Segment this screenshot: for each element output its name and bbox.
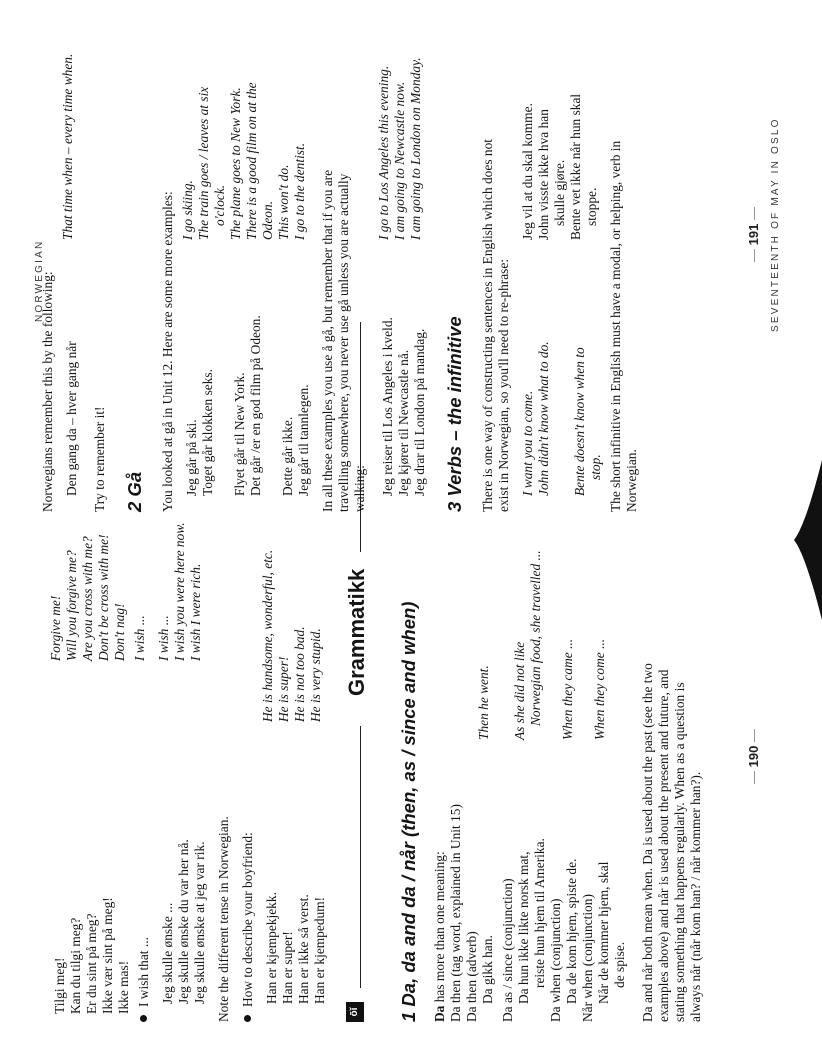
boyfriend-en: He is handsome, wonderful, etc.: [260, 549, 275, 722]
phrase-no: Kan du tilgi meg?: [68, 917, 83, 1014]
boyfriend-en: He is not too bad.: [292, 626, 307, 722]
ga-en: Odeon.: [260, 200, 275, 240]
try-remember: Try to remember it!: [92, 406, 107, 512]
da-line: Da when (conjunction): [548, 898, 563, 1022]
da-line: Da then (tag word, explained in Unit 15): [448, 804, 463, 1022]
section1-intro: [432, 851, 449, 1022]
folio-value: 191: [746, 223, 761, 246]
da-line-en: When they came ...: [560, 638, 575, 740]
section3-line: There is one way of constructing sentences in English which does not: [480, 139, 495, 512]
inf-no: Jeg vil at du skal komme.: [520, 103, 535, 240]
travel-en: I am going to London on Monday.: [408, 57, 423, 240]
da-line-en: Then he went.: [476, 665, 491, 740]
ga-no: Jeg går på ski.: [184, 419, 199, 496]
da-line-en: Norwegian food, she travelled ...: [528, 550, 543, 726]
remember-no: Den gang da – hver gang når: [64, 341, 79, 496]
da-line: Da gikk han.: [480, 935, 495, 1004]
section1-title: 1 Da, da and da / når (then, as / since and when): [398, 601, 419, 1022]
ga-en: There is a good film on at the: [244, 82, 259, 240]
closing-line: always når (når kom han? / når kommer han?).: [688, 771, 703, 1022]
wish-en: I wish you were here now.: [172, 522, 187, 661]
wish-no: Jeg skulle ønske at jeg var rik.: [192, 841, 207, 1004]
da-line: Da hun ikke likte norsk mat,: [516, 851, 531, 1004]
ga-en: The train goes / leaves at six: [196, 86, 211, 240]
closing-line: Da and når both mean when. Da is used about the past (see the two: [640, 663, 655, 1022]
bullet-item-wish: [136, 937, 153, 1022]
bullet-text: How to describe your boyfriend:: [240, 832, 255, 1007]
inf-no: John visste ikke hva han: [536, 109, 551, 240]
phrase-en: Don't be cross with me!: [96, 534, 111, 661]
travel-en: I go to Los Angeles this evening.: [376, 65, 391, 240]
travel-line: In all these examples you use å gå, but remember that if you are: [320, 169, 335, 512]
ga-en: o'clock.: [212, 184, 227, 226]
page-curl-shadow: [790, 460, 822, 620]
grammar-rule-left: [360, 726, 361, 988]
da-line-en: When they come ...: [592, 638, 607, 740]
phrase-no: Tilgi meg!: [52, 957, 67, 1014]
da-line: Når when (conjunction): [580, 894, 595, 1022]
ga-no: Flyet går til New York.: [232, 372, 247, 496]
inf-no: Bente vet ikke når hun skal: [568, 93, 583, 240]
phrase-no: Ikke vær sint på meg!: [100, 897, 115, 1014]
running-head-left: NORWEGIAN: [34, 239, 45, 322]
boyfriend-en: He is super!: [276, 656, 291, 722]
running-head-right: SEVENTEENTH OF MAY IN OSLO: [770, 117, 781, 332]
travel-line: walking:: [352, 465, 367, 512]
norwegians-intro: Norwegians remember this by the following:: [40, 271, 55, 512]
wish-en: I wish I were rich.: [188, 563, 203, 661]
section3-line: exist in Norwegian, so you'll need to re-phrase:: [496, 258, 511, 512]
da-line: Da then (adverb): [464, 931, 479, 1022]
da-line: Da as / since (conjunction): [500, 878, 515, 1022]
remember-en: That time when – every time when.: [60, 53, 75, 240]
folio-value: 190: [746, 745, 761, 768]
phrase-no: Ikke mas!: [116, 960, 131, 1014]
phrase-en: Are you cross with me?: [80, 536, 95, 661]
ga-no: Det går /er en god film på Odeon.: [248, 315, 263, 496]
travel-no: Jeg drar til London på mandag.: [412, 328, 427, 496]
wish-no: Jeg skulle ønske du var her nå.: [176, 839, 191, 1004]
da-line: de spise.: [612, 941, 627, 988]
intro-text: has more than one meaning:: [432, 851, 447, 1006]
boyfriend-no: Han er super!: [280, 931, 295, 1004]
page-number-right: — 191 —: [746, 207, 761, 262]
da-line: Da de kom hjem, spiste de.: [564, 858, 579, 1004]
travel-line: travelling somewhere, you never use gå unless you are actually: [336, 173, 351, 512]
wish-en: I wish ...: [156, 615, 171, 661]
phrase-en: Don't nag!: [112, 603, 127, 661]
section2-intro: You looked at gå in Unit 12. Here are some more examples:: [160, 191, 175, 512]
inf-en: John didn't know what to do.: [536, 341, 551, 496]
bullet-item-boyfriend: [240, 832, 257, 1022]
da-line: Når de kommer hjem, skal: [596, 861, 611, 1004]
ga-en: The plane goes to New York.: [228, 87, 243, 240]
wish-en: I wish ...: [132, 615, 147, 661]
boyfriend-en: He is very stupid.: [308, 628, 323, 722]
travel-no: Jeg reiser til Los Angeles i kveld.: [380, 317, 395, 496]
inf-en: Bente doesn't know when to: [572, 347, 587, 496]
closing-line: examples above) and når is used about the present and future, and: [656, 669, 671, 1022]
phrase-en: Forgive me!: [48, 595, 63, 661]
grammar-title: Grammatikk: [344, 568, 369, 696]
ga-en: I go to the dentist.: [292, 142, 307, 240]
ga-no: Toget går klokken seks.: [200, 369, 215, 496]
section2-title: 2 Gå: [124, 471, 145, 512]
boyfriend-no: Han er kjempedum!: [312, 896, 327, 1004]
bold-word: Da: [432, 1005, 447, 1022]
bullet-icon: [244, 1015, 251, 1022]
inf-no: stoppe.: [584, 187, 599, 226]
ga-no: Jeg går til tannlegen.: [296, 384, 311, 496]
closing-line: stating something that happens regularly. When as a question is: [672, 682, 687, 1022]
page-number-left: — 190 —: [746, 729, 761, 784]
travel-no: Jeg kjører til Newcastle nå.: [396, 349, 411, 496]
bullet-text: I wish that ...: [136, 937, 151, 1007]
section3-title: 3 Verbs – the infinitive: [444, 316, 465, 512]
phrase-no: Er du sint på meg?: [84, 913, 99, 1014]
inf-en: I want you to come.: [520, 390, 535, 496]
ga-no: Dette går ikke.: [280, 416, 295, 496]
da-line-en: As she did not like: [512, 641, 527, 740]
grammar-icon: ōĭ: [346, 1002, 364, 1022]
tense-note: Note the different tense in Norwegian.: [216, 816, 231, 1022]
boyfriend-no: Han er kjempekjekk.: [264, 892, 279, 1004]
ga-en: This won't do.: [276, 164, 291, 240]
inf-en: stop.: [588, 454, 603, 480]
wish-no: Jeg skulle ønske ...: [160, 902, 175, 1004]
da-line: reiste hun hjem til Amerika.: [532, 838, 547, 988]
ga-en: I go skiing.: [180, 180, 195, 240]
bullet-icon: [140, 1015, 147, 1022]
travel-en: I am going to Newcastle now.: [392, 81, 407, 240]
phrase-en: Will you forgive me?: [64, 550, 79, 661]
closing-line: Norwegian.: [624, 449, 639, 512]
inf-no: skulle gjøre.: [552, 159, 567, 226]
boyfriend-no: Han er ikke så verst.: [296, 894, 311, 1004]
closing-line: The short infinitive in English must have a modal, or helping, verb in: [608, 140, 623, 512]
grammar-rule-right: [360, 322, 361, 552]
